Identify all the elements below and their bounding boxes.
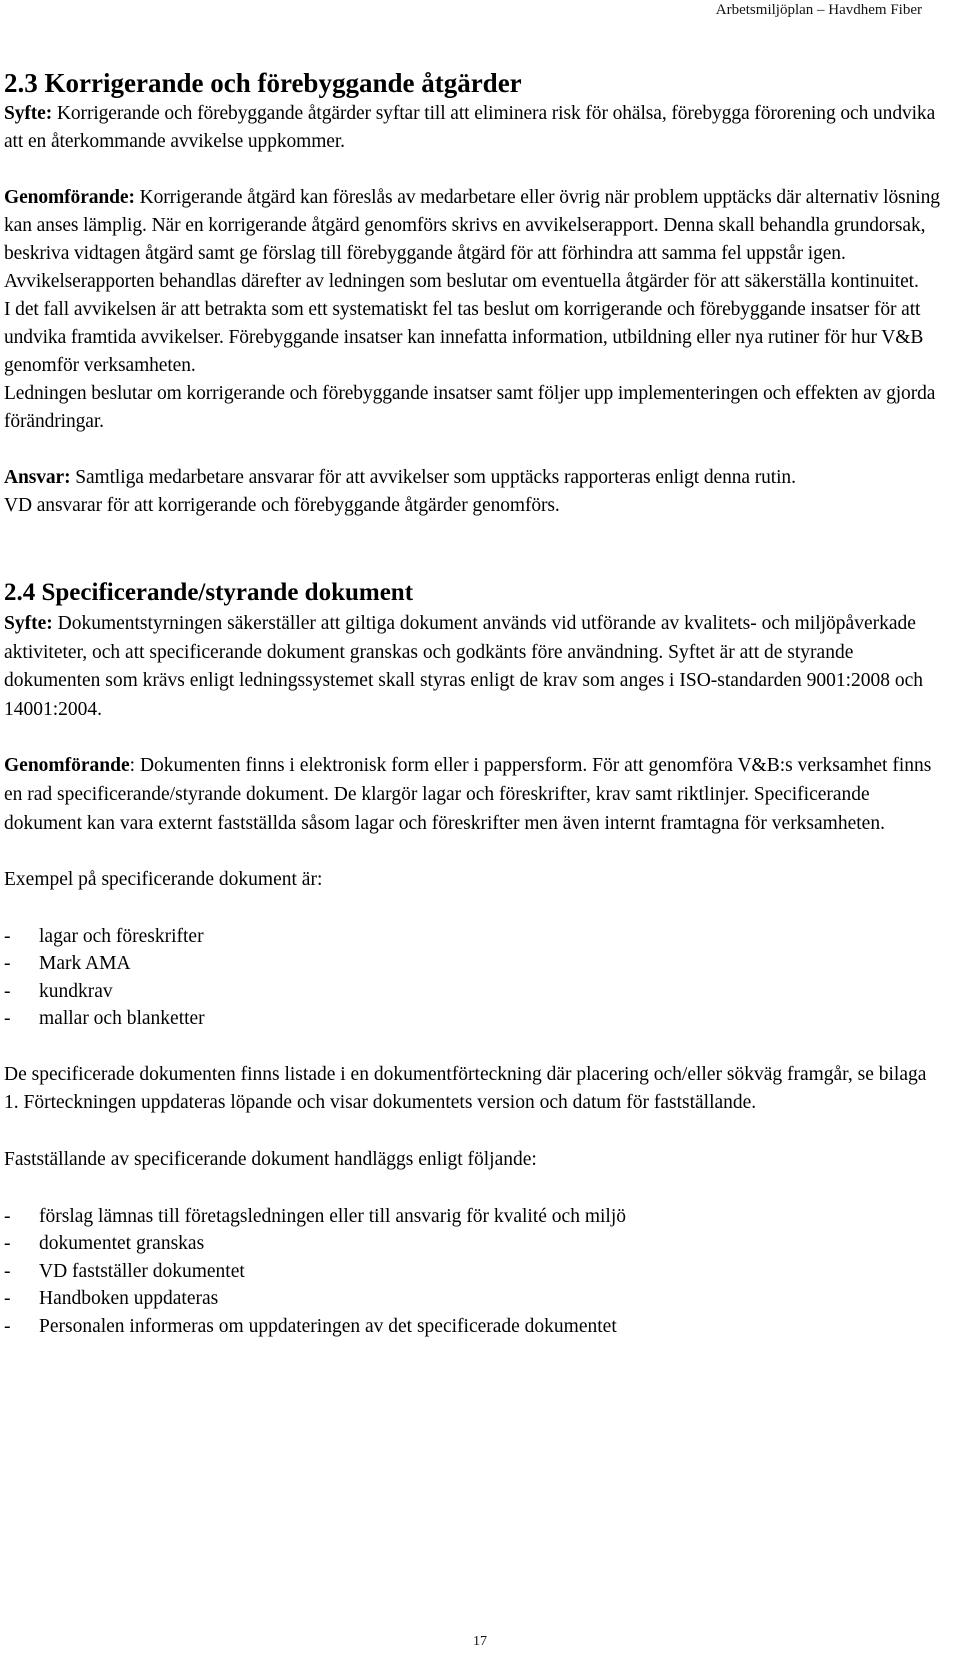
list-item: - Handboken uppdateras — [4, 1288, 219, 1310]
exempel-list — [4, 923, 944, 1033]
paragraph-dokumentforteckning: De specificerade dokumenten finns listade i en dokumentförteckning där placering och/eller sökväg framgår, se bilaga 1. Förteckningen uppdateras löpande och visar dokumentets version och datum för fastställande. — [4, 1063, 927, 1114]
ansvar-paragraph — [4, 464, 944, 492]
genomforande-text: Korrigerande åtgärd kan föreslås av medarbetare eller övrig när problem upptäcks där alternativ lösning kan anses lämplig. När en korrigerande åtgärd genomförs skrivs en avvikelserapport. Denna skall behandla grundorsak, beskriva vidtagen åtgärd samt ge förslag till förebyggande åtgärd för att förhindra att samma fel uppstår igen. — [4, 187, 940, 264]
section-title-2-4: 2.4 Specificerande/styrande dokument — [4, 579, 414, 606]
genomforande-paragraph-2 — [4, 752, 944, 838]
list-item: - mallar och blanketter — [4, 1008, 205, 1030]
genomforande-label: Genomförande: — [4, 187, 135, 208]
syfte-label: Syfte: — [4, 103, 53, 124]
syfte-label-2: Syfte: — [4, 613, 53, 634]
document-body — [4, 66, 944, 1340]
list-item: - Personalen informeras om uppdateringen av det specificerade dokumentet — [4, 1315, 617, 1337]
syfte-text: Korrigerande och förebyggande åtgärder syftar till att eliminera risk för ohälsa, förebygga förorening och undvika att en återkommande avvikelse uppkommer. — [4, 103, 936, 152]
list-item: - lagar och föreskrifter — [4, 925, 204, 947]
paragraph-ledningen: Ledningen beslutar om korrigerande och förebyggande insatser samt följer upp implementeringen och effekten av gjorda förändringar. — [4, 383, 936, 432]
list-item: - förslag lämnas till företagsledningen eller till ansvarig för kvalité och miljö — [4, 1205, 626, 1227]
list-item: - VD fastställer dokumentet — [4, 1260, 245, 1282]
page-number: 17 — [473, 1634, 487, 1649]
section-title-2-3: 2.3 Korrigerande och förebyggande åtgärder — [4, 68, 522, 98]
ansvar-text: Samtliga medarbetare ansvarar för att avvikelser som upptäcks rapporteras enligt denna rutin. — [70, 467, 796, 488]
list-item: - dokumentet granskas — [4, 1233, 205, 1255]
exempel-intro: Exempel på specificerande dokument är: — [4, 869, 323, 891]
page-header: Arbetsmiljöplan – Havdhem Fiber — [715, 2, 922, 18]
genomforande-label-2: Genomförande — [4, 755, 130, 777]
ansvar-vd-line: VD ansvarar för att korrigerande och förebyggande åtgärder genomförs. — [4, 495, 560, 516]
syfte-paragraph — [4, 100, 944, 156]
faststallande-intro: Fastställande av specificerande dokument handläggs enligt följande: — [4, 1148, 537, 1170]
list-item: - Mark AMA — [4, 953, 131, 975]
syfte-paragraph-2 — [4, 610, 944, 724]
faststallande-list — [4, 1203, 944, 1341]
genomforande-text-2: : Dokumenten finns i elektronisk form eller i pappersform. För att genomföra V&B:s verksamhet finns en rad specificerande/styrande dokument. De klargör lagar och föreskrifter, krav samt riktlinjer. Specificerande dokument kan vara externt fastställda såsom lagar och föreskrifter men även internt framtagna för verksamheten. — [4, 755, 932, 834]
paragraph-avvikelserapport: Avvikelserapporten behandlas därefter av ledningen som beslutar om eventuella åtgärder för att säkerställa kontinuitet. — [4, 271, 919, 292]
genomforande-paragraph — [4, 184, 944, 268]
list-item: - kundkrav — [4, 980, 113, 1002]
ansvar-label: Ansvar: — [4, 467, 71, 488]
syfte-text-2: Dokumentstyrningen säkerställer att giltiga dokument används vid utförande av kvalitets- och miljöpåverkade aktiviteter, och att specificerande dokument granskas och godkänts före användning. Syftet är att de styrande dokumenten som krävs enligt ledningssystemet skall styras enligt de krav som anges i ISO-standarden 9001:2008 och 14001:2004. — [4, 613, 924, 720]
paragraph-systematiskt-fel: I det fall avvikelsen är att betrakta som ett systematiskt fel tas beslut om korrigerande och förebyggande insatser för att undvika framtida avvikelser. Förebyggande insatser kan innefatta information, utbildning eller nya rutiner för hur V&B genomför verksamheten. — [4, 299, 924, 376]
